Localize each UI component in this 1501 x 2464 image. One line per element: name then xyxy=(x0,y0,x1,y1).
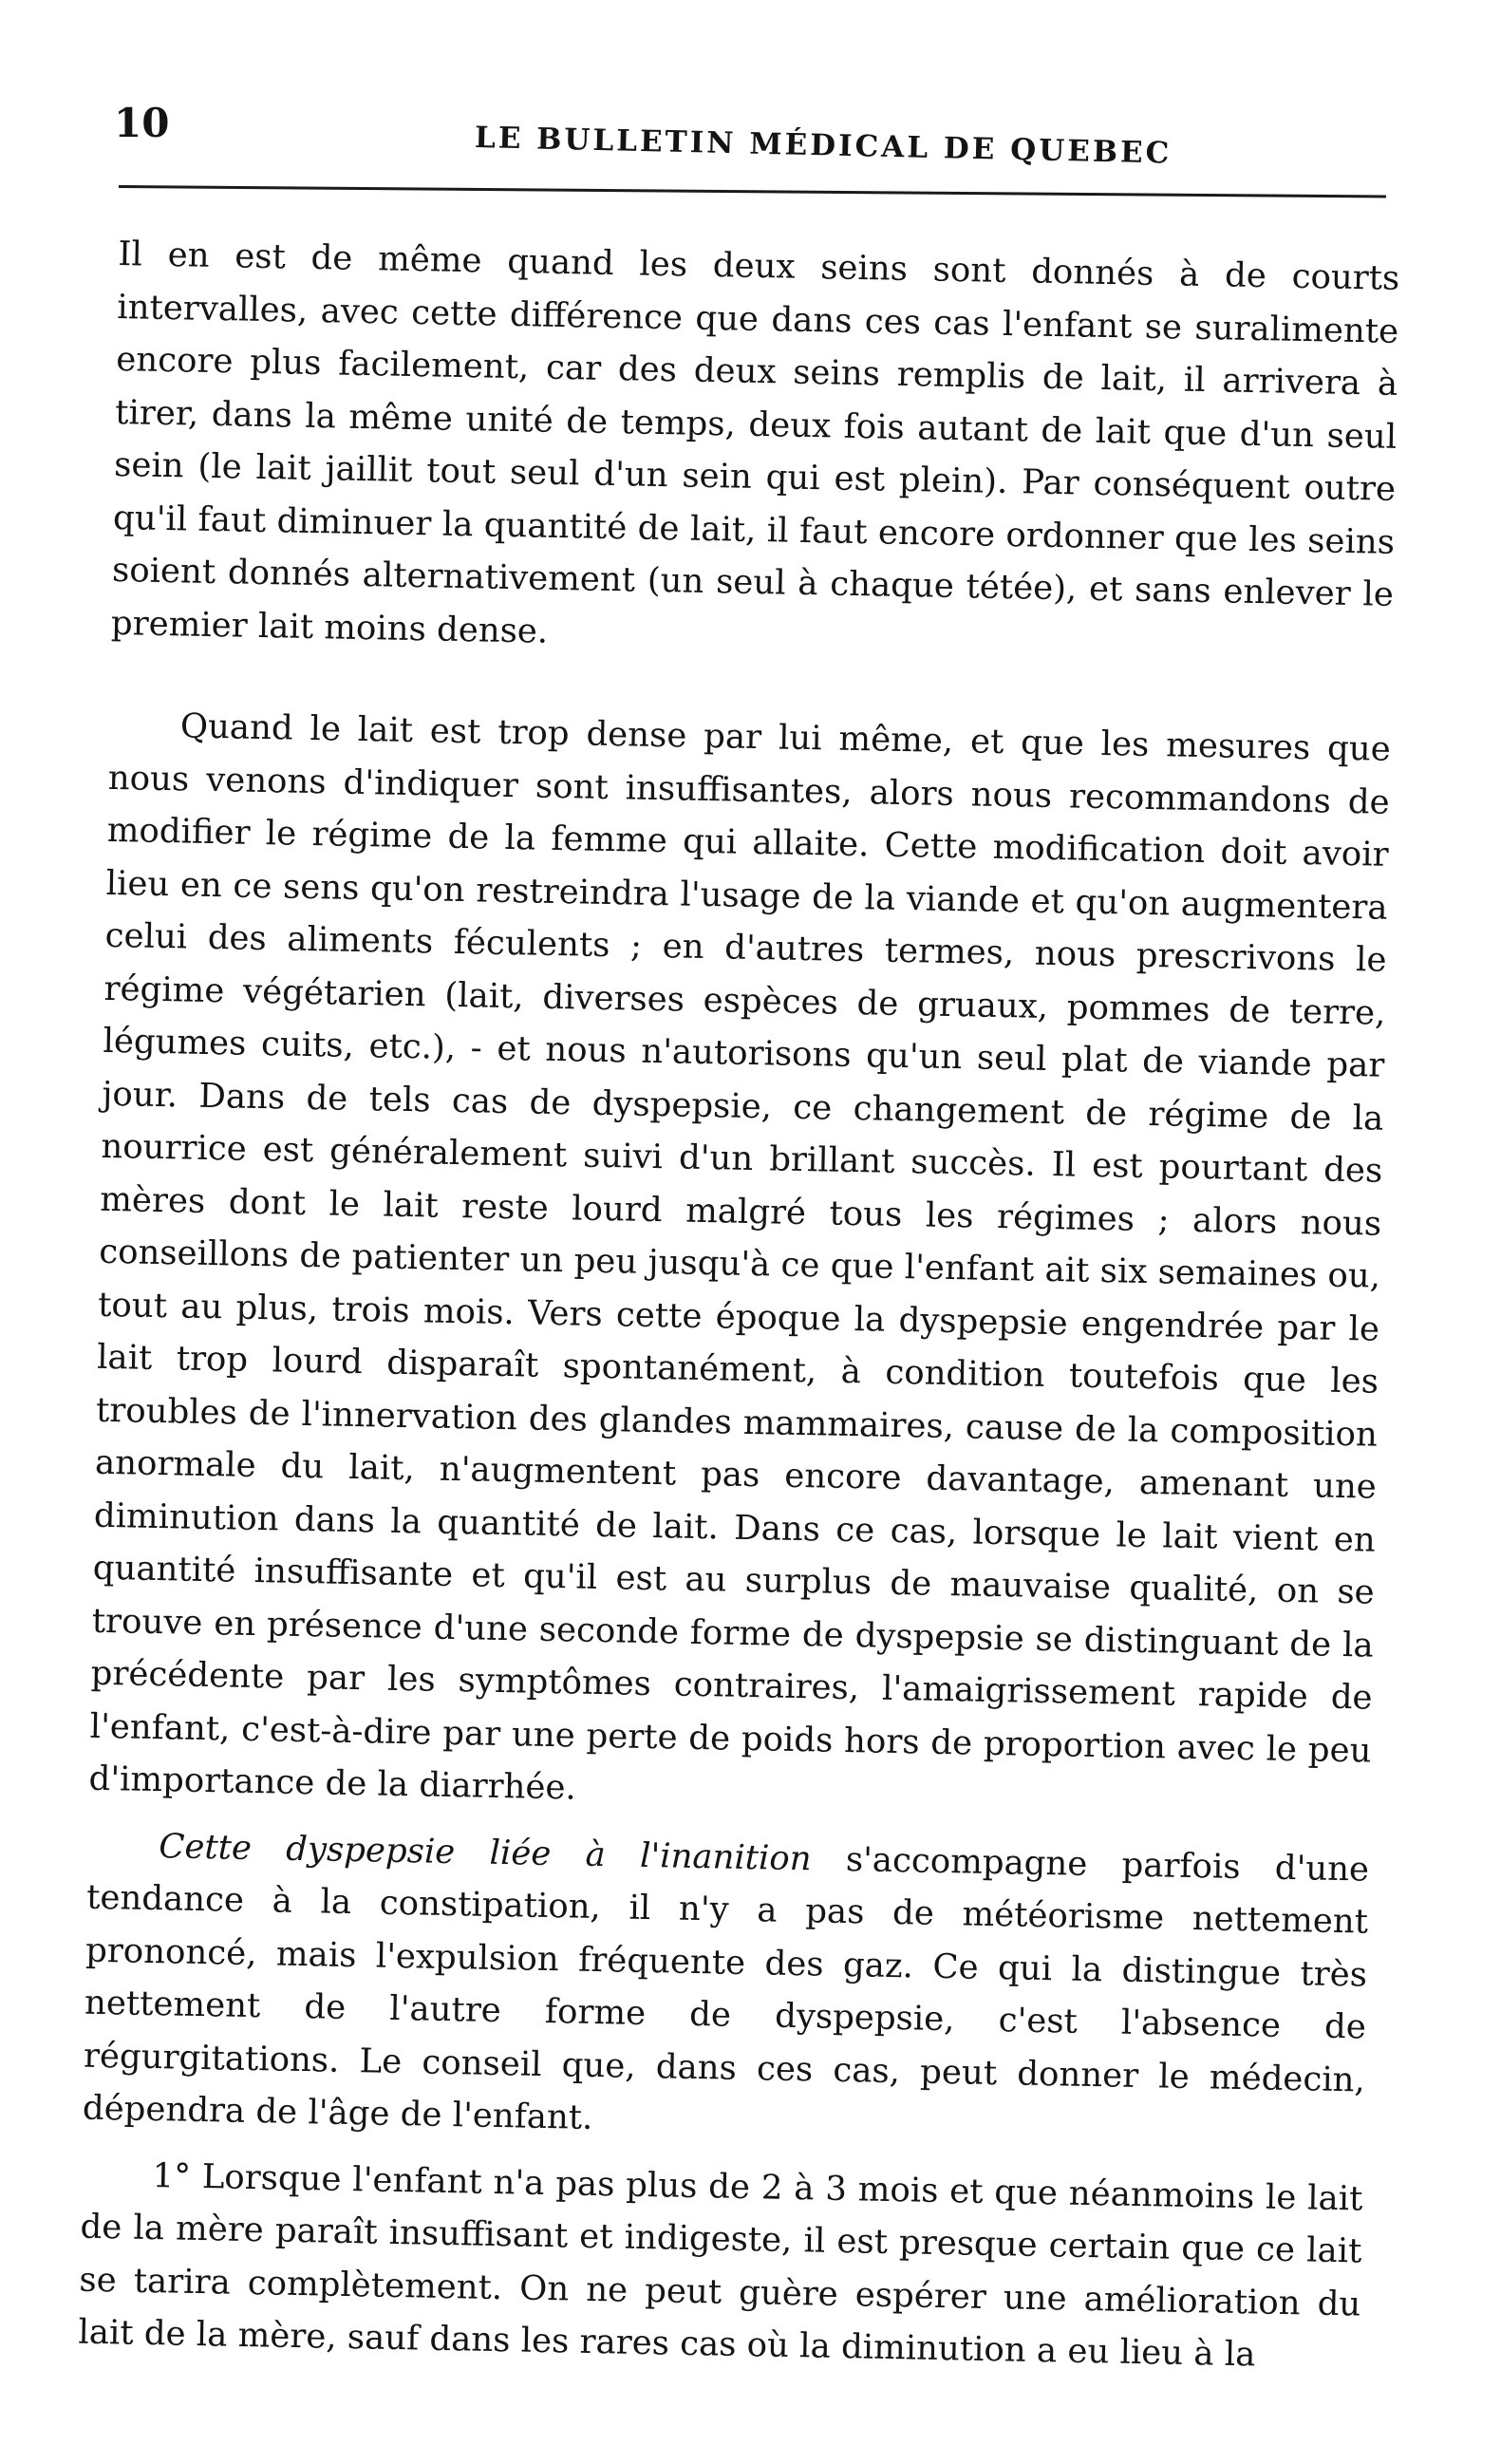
header-divider xyxy=(119,185,1386,197)
paragraph-2: Quand le lait est trop dense par lui même, et que les mesures que nous venons d'indiquer sont insuffisantes, alors nous recommandons de modifier le régime de la femme qui allaite. Cette modification doit avoir lieu en ce sens qu'on restreindra l'usage de la viande et qu'on augmentera celui des aliments féculents ; en d'autres termes, nous prescrivons le régime végétarien (lait, diverses espèces de gruaux, pommes de terre, légumes cuits, etc.), - et nous n'autorisons qu'un seul plat de viande par jour. Dans de tels cas de dyspepsie, ce changement de régime de la nourrice est généralement suivi d'un brillant succès. Il est pourtant des mères dont le lait reste lourd malgré tous les régimes ; alors nous conseillons de patienter un peu jusqu'à ce que l'enfant ait six semaines ou, tout au plus, trois mois. Vers cette époque la dyspepsie engendrée par le lait trop lourd disparaît spontanément, à condition toutefois que les troubles de l'innervation des glandes mammaires, cause de la composition anormale du lait, n'augmentent pas encore davantage, amenant une diminution dans la quantité de lait. Dans ce cas, lorsque le lait vient en quantité insuffisante et qu'il est au surplus de mauvaise qualité, on se trouve en présence d'une seconde forme de dyspepsie se distinguant de la précédente par les symptômes contraires, l'amaigrissement rapide de l'enfant, c'est-à-dire par une perte de poids hors de proportion avec le peu d'importance de la diarrhée. xyxy=(88,706,1392,1808)
page-header xyxy=(114,100,1424,176)
body-text xyxy=(78,228,1400,2383)
running-title: LE BULLETIN MÉDICAL DE QUEBEC xyxy=(474,121,1173,171)
paragraph-3-text: s'accompagne parfois d'une tendance à la constipation, il n'y a pas de météorisme nettement prononcé, mais l'expulsion fréquente des gaz. Ce qui la distingue très nettement de l'autre forme de dyspepsie, c'est l'absence de régurgitations. Le conseil que, dans ces cas, peut donner le médecin, dépendra de l'âge de l'enfant. xyxy=(82,1838,1370,2137)
paragraph-3-lead-italic: Cette dyspepsie liée à l'inanition xyxy=(158,1826,813,1878)
paragraph-4: 1° Lorsque l'enfant n'a pas plus de 2 à 3 mois et que néanmoins le lait de la mère paraît insuffisant et indigeste, il est presque certain que ce lait se tarira complètement. On ne peut guère espérer une amélioration du lait de la mère, sauf dans les rares cas où la diminution a eu lieu à la xyxy=(78,2155,1363,2375)
page-number: 10 xyxy=(114,100,170,146)
paragraph-1: Il en est de même quand les deux seins sont donnés à de courts intervalles, avec cette différence que dans ces cas l'enfant se suralimente encore plus facilement, car des deux seins remplis de lait, il arrivera à tirer, dans la même unité de temps, deux fois autant de lait que d'un seul sein (le lait jaillit tout seul d'un sein qui est plein). Par conséquent outre qu'il faut diminuer la quantité de lait, il faut encore ordonner que les seins soient donnés alternativement (un seul à chaque tétée), et sans enlever le premier lait moins dense. xyxy=(110,234,1400,651)
paragraph-3 xyxy=(82,1818,1369,2159)
